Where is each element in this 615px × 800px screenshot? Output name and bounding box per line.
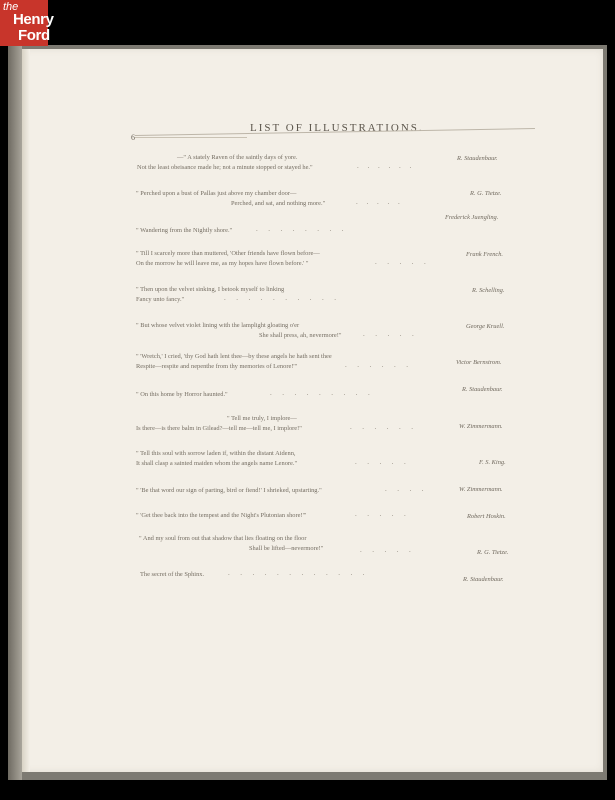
illustration-entry — [0, 568, 581, 598]
page-number: 6 — [131, 133, 135, 142]
illustration-entry — [0, 535, 581, 565]
leader-dots: . . . . . . . . . . . . — [228, 569, 365, 577]
caption-line: She shall press, ah, nevermore!" — [259, 332, 342, 339]
caption-line: " 'Be that word our sign of parting, bird or fiend!' I shrieked, upstarting." — [136, 487, 322, 494]
artist-name: W. Zimmermann. — [459, 423, 503, 430]
artist-name: Victor Bernstrom. — [456, 359, 502, 366]
caption-line: Shall be lifted—nevermore!" — [249, 545, 324, 552]
illustration-entry — [0, 322, 581, 352]
caption-line: " Till I scarcely more than muttered, 'Other friends have flown before— — [136, 250, 320, 257]
caption-line: " 'Get thee back into the tempest and the Night's Plutonian shore!'" — [136, 512, 307, 519]
artist-name: George Kruell. — [466, 323, 505, 330]
caption-line: " On this home by Horror haunted." — [136, 391, 228, 398]
caption-line: Is there—is there balm in Gilead?—tell me—tell me, I implore!" — [136, 425, 302, 432]
artist-name: R. Staudenbaur. — [463, 576, 504, 583]
leader-dots: . . . . . . . . — [256, 225, 344, 233]
caption-line: " Tell me truly, I implore— — [227, 415, 297, 422]
leader-dots: . . . . . . — [345, 361, 408, 369]
logo-ford-text: Ford — [18, 27, 50, 44]
illustration-entry — [0, 450, 581, 480]
caption-line: " Then upon the velvet sinking, I betook myself to linking — [136, 286, 285, 293]
caption-line: " Wandering from the Nightly shore." — [136, 227, 233, 234]
artist-name: Robert Hoskin. — [467, 513, 506, 520]
artist-name: R. Schelling. — [472, 287, 505, 294]
artist-name: R. Staudenbaur. — [462, 386, 503, 393]
caption-line: " And my soul from out that shadow that lies floating on the floor — [139, 535, 307, 542]
leader-dots: . . . . . . . . . . — [224, 294, 336, 302]
artist-name: Frank French. — [466, 251, 504, 258]
illustration-entry — [0, 250, 581, 280]
caption-line: Respite—respite and nepenthe from thy memories of Lenore!'" — [136, 363, 298, 370]
caption-line: Perched, and sat, and nothing more." — [231, 200, 326, 207]
logo-the-text: the — [3, 1, 19, 13]
header-rule-left — [135, 137, 247, 138]
logo-henry-text: Henry — [13, 11, 54, 28]
leader-dots: . . . . . — [363, 330, 414, 338]
henry-ford-logo — [0, 0, 54, 46]
artist-name: R. G. Tietze. — [477, 549, 509, 556]
leader-dots: . . . . . . . . . — [270, 389, 370, 397]
illustration-entry — [0, 214, 581, 244]
illustration-entry — [0, 154, 581, 184]
leader-dots: . . . . . — [375, 258, 426, 266]
illustration-entry — [0, 415, 581, 445]
artist-name: W. Zimmermann. — [459, 486, 503, 493]
caption-line: Not the least obeisance made he; not a minute stopped or stayed he." — [137, 164, 313, 171]
caption-line: The secret of the Sphinx. — [140, 571, 205, 578]
caption-line: It shall clasp a sainted maiden whom the angels name Lenore." — [136, 460, 298, 467]
caption-line: " Perched upon a bust of Pallas just above my chamber door— — [136, 190, 297, 197]
caption-line: —" A stately Raven of the saintly days of yore. — [177, 154, 298, 161]
leader-dots: . . . . . . — [350, 423, 413, 431]
illustration-entry — [0, 385, 581, 415]
artist-name: R. Staudenbaur. — [457, 155, 498, 162]
caption-line: " Tell this soul with sorrow laden if, within the distant Aidenn, — [136, 450, 296, 457]
caption-line: " But whose velvet violet lining with the lamplight gloating o'er — [136, 322, 300, 329]
page-title: LIST OF ILLUSTRATIONS. — [250, 122, 424, 134]
caption-line: Fancy unto fancy." — [136, 296, 185, 303]
leader-dots: . . . . . — [360, 546, 411, 554]
leader-dots: . . . . . — [355, 458, 406, 466]
illustration-entry — [0, 286, 581, 316]
artist-name: R. G. Tietze. — [470, 190, 502, 197]
artist-name: F. S. King. — [479, 459, 506, 466]
illustration-entry — [0, 353, 581, 383]
caption-line: On the morrow he will leave me, as my hopes have flown before.' " — [136, 260, 309, 267]
artist-name: Frederick Juengling. — [445, 214, 499, 221]
leader-dots: . . . . . — [356, 198, 400, 206]
leader-dots: . . . . — [385, 485, 424, 493]
caption-line: " 'Wretch,' I cried, 'thy God hath lent thee—by these angels he hath sent thee — [136, 353, 332, 360]
leader-dots: . . . . . — [355, 510, 406, 518]
leader-dots: . . . . . . — [357, 162, 412, 170]
